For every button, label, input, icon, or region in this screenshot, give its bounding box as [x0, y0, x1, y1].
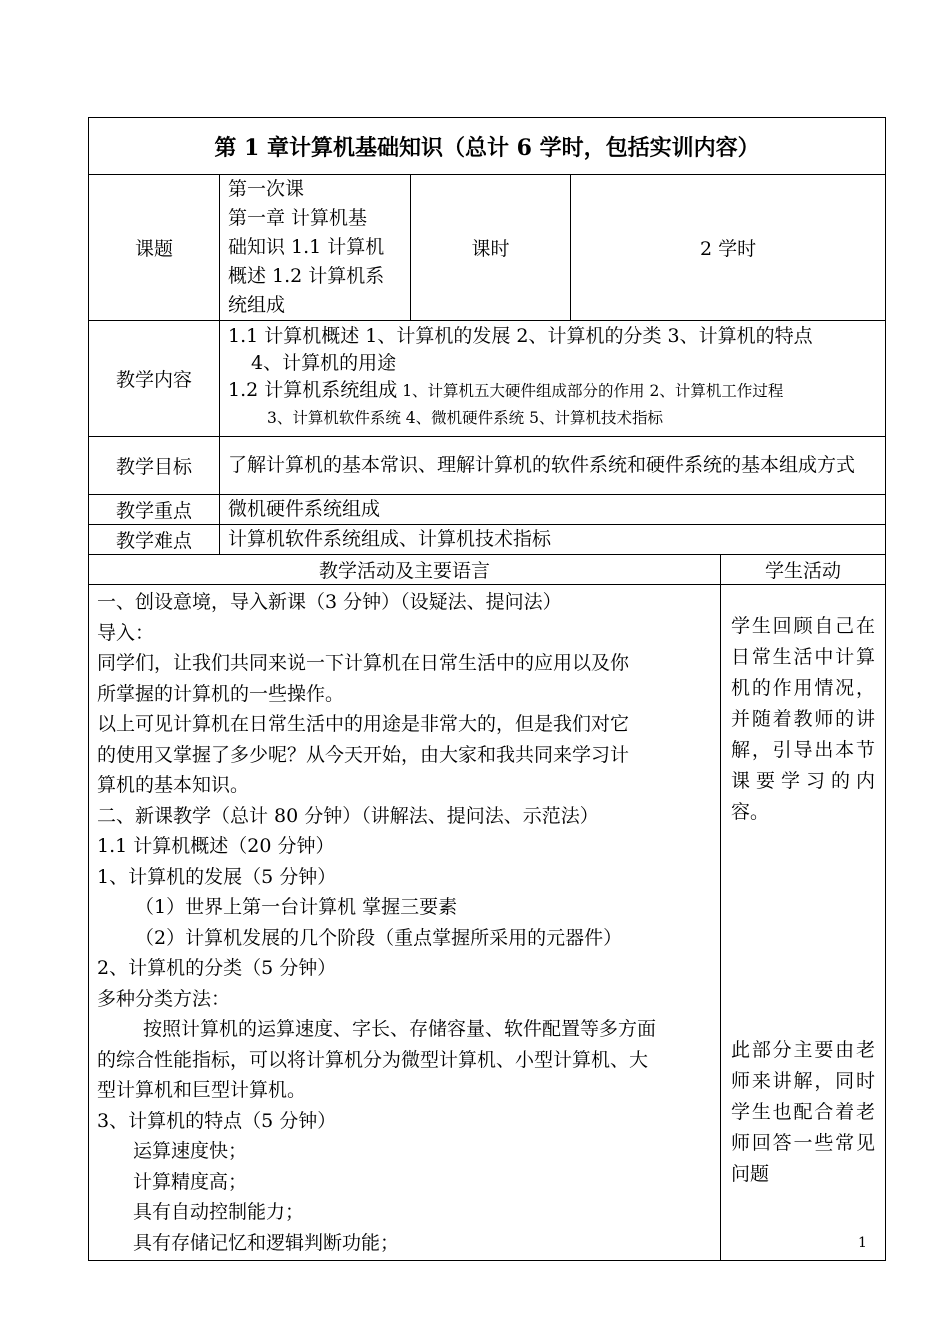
- activity-line: 计算精度高；: [133, 1170, 248, 1193]
- activity-line: 型计算机和巨型计算机。: [97, 1079, 307, 1101]
- key-point-label: 教学重点: [89, 495, 220, 525]
- topic-line: 第一次课: [228, 178, 305, 200]
- content-label: 教学内容: [89, 321, 220, 437]
- activity-line: 具有自动控制能力；: [133, 1201, 305, 1223]
- activity-line: 1、计算机的发展（5 分钟）: [97, 865, 337, 888]
- hours-label: 课时: [411, 175, 571, 321]
- teaching-activity: [89, 585, 721, 1261]
- topic-line: 统组成: [228, 294, 286, 316]
- activity-line: 具有存储记忆和逻辑判断功能；: [133, 1231, 400, 1254]
- activity-line: 二、新课教学（总计 80 分钟）（讲解法、提问法、示范法）: [97, 804, 599, 827]
- activity-line: 1.1 计算机概述（20 分钟）: [97, 835, 335, 857]
- topic-value: [220, 175, 411, 321]
- activity-line: 2、计算机的分类（5 分钟）: [97, 957, 337, 979]
- activity-header: 教学活动及主要语言: [89, 555, 721, 585]
- content-line: [228, 377, 877, 405]
- activity-line: 所掌握的计算机的一些操作。: [97, 682, 345, 705]
- activity-line: （2）计算机发展的几个阶段（重点掌握所采用的元器件）: [135, 926, 623, 949]
- student-activity-text-2: 此部分主要由老师来讲解，同时学生也配合着老师回答一些常见问题: [731, 1039, 876, 1185]
- key-point-value: 微机硬件系统组成: [220, 495, 886, 525]
- activity-line: （1）世界上第一台计算机 掌握三要素: [135, 896, 458, 918]
- activity-line: 一、创设意境，导入新课（3 分钟）（设疑法、提问法）: [97, 591, 562, 613]
- activity-line: 按照计算机的运算速度、字长、存储容量、软件配置等多方面: [143, 1018, 657, 1040]
- activity-line: 导入：: [97, 621, 155, 644]
- student-activity-header: 学生活动: [721, 555, 886, 585]
- activity-line: 3、计算机的特点（5 分钟）: [97, 1109, 337, 1132]
- lesson-plan-table: [88, 117, 886, 1261]
- topic-line: 第一章 计算机基: [228, 207, 368, 229]
- activity-line: 的使用又掌握了多少呢？从今天开始，由大家和我共同来学习计: [97, 743, 630, 766]
- content-subhead: 1.2 计算机系统组成: [228, 379, 398, 401]
- hours-value: 2 学时: [571, 175, 886, 321]
- content-value: [220, 321, 886, 437]
- topic-label: 课题: [89, 175, 220, 321]
- topic-line: 概述 1.2 计算机系: [228, 265, 385, 287]
- content-line: 3、计算机软件系统 4、微机硬件系统 5、计算机技术指标: [267, 409, 663, 427]
- content-subitems: 1、计算机五大硬件组成部分的作用 2、计算机工作过程: [397, 382, 784, 400]
- activity-line: 多种分类方法：: [97, 987, 231, 1010]
- chapter-title: 第 1 章计算机基础知识（总计 6 学时，包括实训内容）: [89, 118, 886, 175]
- goal-value: 了解计算机的基本常识、理解计算机的软件系统和硬件系统的基本组成方式: [220, 437, 886, 495]
- activity-line: 运算速度快；: [133, 1140, 248, 1162]
- topic-line: 础知识 1.1 计算机: [228, 236, 385, 258]
- difficulty-value: 计算机软件系统组成、计算机技术指标: [220, 525, 886, 555]
- page-number: 1: [858, 1235, 867, 1251]
- goal-label: 教学目标: [89, 437, 220, 495]
- activity-line: 以上可见计算机在日常生活中的用途是非常大的，但是我们对它: [97, 713, 630, 735]
- content-line: 1.1 计算机概述 1、计算机的发展 2、计算机的分类 3、计算机的特点: [228, 325, 813, 347]
- student-activity-text-1: 学生回顾自己在日常生活中计算机的作用情况，并随着教师的讲解，引导出本节课要学习的内容。: [731, 615, 876, 823]
- content-line: 4、计算机的用途: [251, 352, 397, 374]
- activity-line: 的综合性能指标，可以将计算机分为微型计算机、小型计算机、大: [97, 1048, 649, 1071]
- difficulty-label: 教学难点: [89, 525, 220, 555]
- activity-line: 算机的基本知识。: [97, 774, 250, 796]
- activity-line: 同学们，让我们共同来说一下计算机在日常生活中的应用以及你: [97, 652, 630, 674]
- student-activity: [721, 585, 886, 1261]
